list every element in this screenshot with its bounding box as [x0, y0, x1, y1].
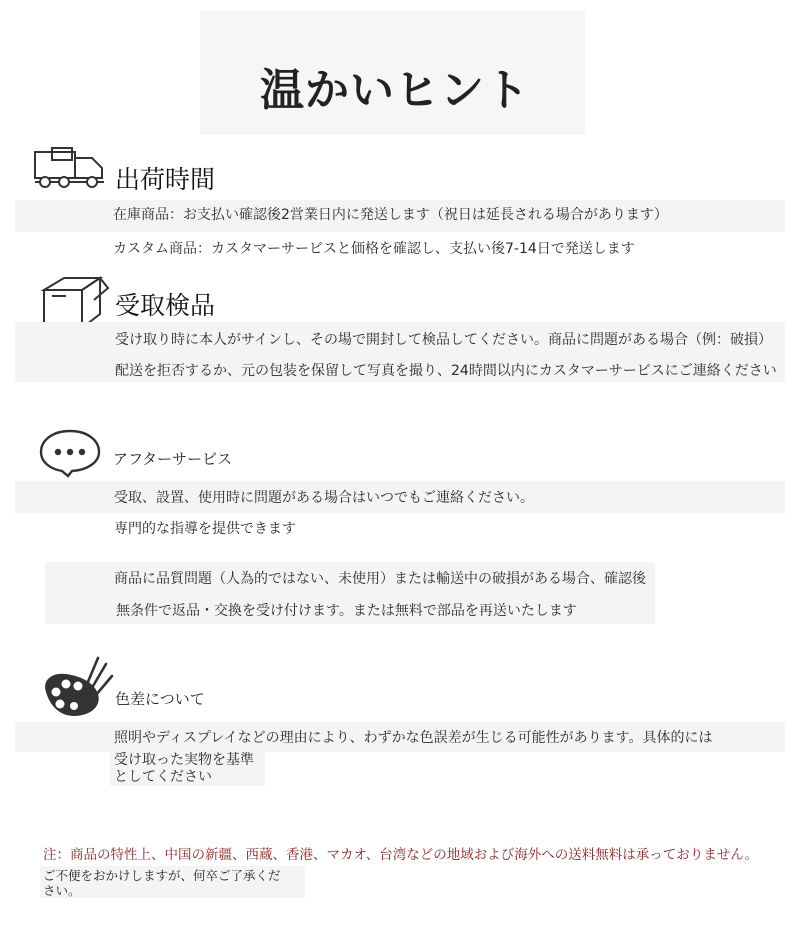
color-heading: 色差について — [115, 690, 205, 708]
color-line-3: としてください — [114, 769, 212, 785]
truck-icon — [32, 146, 108, 192]
shipping-line-2: カスタム商品：カスタマーサービスと価格を確認し、支払い後7-14日で発送します — [113, 241, 635, 257]
aftersales-line-1: 受取、設置、使用時に問題がある場合はいつでもご連絡ください。 — [114, 490, 534, 506]
chat-bubble-icon — [38, 428, 102, 478]
color-line-2: 受け取った実物を基準 — [114, 752, 254, 768]
shipping-restriction-note: 注：商品の特性上、中国の新疆、西蔵、香港、マカオ、台湾などの地域および海外への送料無料は承っておりません。 — [43, 847, 759, 863]
receiving-line-1: 受け取り時に本人がサインし、その場で開封して検品してください。商品に問題がある場合（例：破損） — [115, 332, 773, 348]
page-title: 温かいヒント — [260, 65, 530, 116]
shipping-heading: 出荷時間 — [115, 165, 216, 194]
shipping-line-1: 在庫商品：お支払い確認後2営業日内に発送します（祝日は延長される場合があります） — [113, 207, 668, 223]
aftersales-line-3: 商品に品質問題（人為的ではない、未使用）または輸送中の破損がある場合、確認後 — [114, 571, 646, 587]
apology-text: ご不便をおかけしますが、何卒ご了承ください。 — [43, 868, 281, 898]
aftersales-heading: アフターサービス — [113, 450, 232, 468]
color-line-1: 照明やディスプレイなどの理由により、わずかな色誤差が生じる可能性があります。具体的には — [114, 730, 713, 746]
receiving-heading: 受取検品 — [115, 291, 216, 320]
paint-palette-icon — [38, 652, 114, 722]
receiving-line-2: 配送を拒否するか、元の包装を保留して写真を撮り、24時間以内にカスタマーサービスにご連絡ください — [115, 363, 777, 379]
aftersales-line-2: 専門的な指導を提供できます — [114, 521, 296, 537]
aftersales-line-4: 無条件で返品・交換を受け付けます。または無料で部品を再送いたします — [116, 603, 577, 619]
